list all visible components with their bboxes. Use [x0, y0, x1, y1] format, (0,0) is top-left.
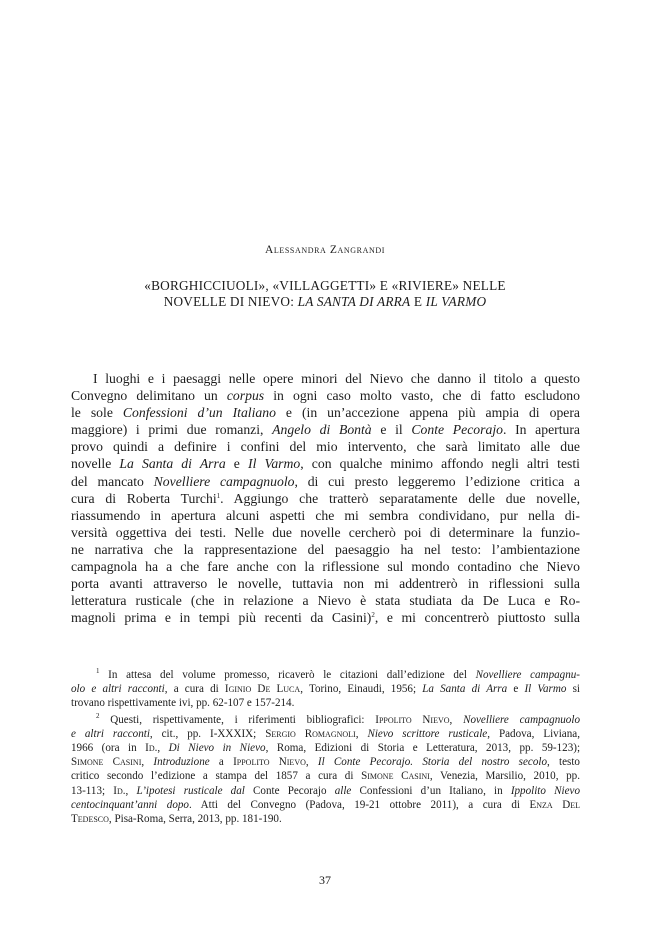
footnote-line: critico secondo l’edizione a stampa del 1857 a cura di Simone Casini, Venezia, Marsilio, 2010, pp.	[71, 770, 580, 783]
footnote-line: Simone Casini, Introduzione a Ippolito Nievo, Il Conte Pecorajo. Storia del nostro secolo, testo	[71, 756, 580, 769]
body-line: ne narrativa che la rappresentazione del paesaggio ha nel testo: l’ambientazione	[71, 541, 580, 557]
title-line-2: NOVELLE DI NIEVO: LA SANTA DI ARRA E IL VARMO	[163, 294, 487, 309]
author-name: Alessandra Zangrandi	[265, 244, 385, 256]
body-line: maggiore) i primi due romanzi, Angelo di Bontà e il Conte Pecorajo. In apertura	[71, 422, 580, 438]
footnote-line: trovano rispettivamente ivi, pp. 62-107 e 157-214.	[71, 697, 295, 710]
body-line: campagnola ha a che fare anche con la riflessione sul mondo contadino che Nievo	[71, 559, 580, 575]
page-number: 37	[319, 873, 331, 887]
body-line: novelle La Santa di Arra e Il Varmo, con qualche minimo affondo negli altri testi	[71, 456, 580, 472]
body-line: le sole Confessioni d’un Italiano e (in un’accezione appena più ampia di opera	[71, 405, 580, 421]
footnote-line: 1966 (ora in Id., Di Nievo in Nievo, Roma, Edizioni di Storia e Letteratura, 2013, pp. 59-123);	[71, 742, 581, 755]
body-line: letteratura rusticale (che in relazione a Nievo è stata studiata da De Luca e Ro-	[71, 593, 580, 609]
body-line: provo quindi a definire i confini del mio intervento, che sarà limitato alle due	[71, 439, 580, 455]
footnote-line: 13-113; Id., L’ipotesi rusticale dal Conte Pecorajo alle Confessioni d’un Italiano, in Ippolito Nievo	[71, 784, 580, 797]
footnote-2	[71, 713, 580, 827]
body-line: magnoli prima e in tempi più recenti da Casini)$^2$, e mi concentrerò piuttosto sulla	[71, 610, 580, 626]
footnote-1	[71, 668, 580, 711]
footnote-line: $^2$ Questi, rispettivamente, i riferimenti bibliografici: Ippolito Nievo, Novelliere campagnuolo	[96, 711, 580, 726]
body-line: del mancato Novelliere campagnuolo, di cui presto leggeremo l’edizione critica a	[71, 473, 581, 489]
body-line: riassumendo in apertura alcuni aspetti che mi sembra condividano, pur nella di-	[71, 507, 580, 523]
body-line: cura di Roberta Turchi$^1$. Aggiungo che tratterò separatamente delle due novelle,	[71, 490, 580, 506]
body-line: I luoghi e i paesaggi nelle opere minori del Nievo che danno il titolo a questo	[93, 371, 580, 386]
footnote-ref-1[interactable]: 1	[216, 491, 221, 500]
article-title	[100, 278, 550, 310]
footnote-ref-2[interactable]: 2	[371, 611, 375, 620]
footnote-number: 2	[96, 711, 100, 720]
body-line: Convegno delimitano un corpus in ogni caso molto vasto, che di fatto escludono	[71, 388, 580, 404]
body-line: porta avanti attraverso le novelle, tuttavia non mi addentrerò in riflessioni sulla	[71, 576, 580, 592]
body-line: versità oggettiva dei testi. Nelle due novelle cercherò poi di determinare la funzio-	[71, 524, 580, 540]
footnotes	[71, 668, 580, 826]
footnote-line: $^1$ In attesa del volume promesso, ricaverò le citazioni dall’edizione del Novelliere campagnu-	[96, 667, 580, 681]
title-line-1: «BORGHICCIUOLI», «VILLAGGETTI» E «RIVIERE» NELLE	[144, 278, 506, 293]
footnote-line: e altri racconti, cit., pp. I-XXXIX; Sergio Romagnoli, Nievo scrittore rusticale, Padova, Liviana,	[71, 727, 580, 740]
footnote-number: 1	[96, 667, 100, 675]
footnote-line: olo e altri racconti, a cura di Iginio De Luca, Torino, Einaudi, 1956; La Santa di Arra e Il Varmo si	[71, 683, 580, 696]
body-text	[71, 370, 580, 626]
footnote-line: centocinquant’anni dopo. Atti del Convegno (Padova, 19-21 ottobre 2011), a cura di Enza Del	[71, 798, 580, 811]
footnote-line: Tedesco, Pisa-Roma, Serra, 2013, pp. 181-190.	[71, 813, 282, 826]
